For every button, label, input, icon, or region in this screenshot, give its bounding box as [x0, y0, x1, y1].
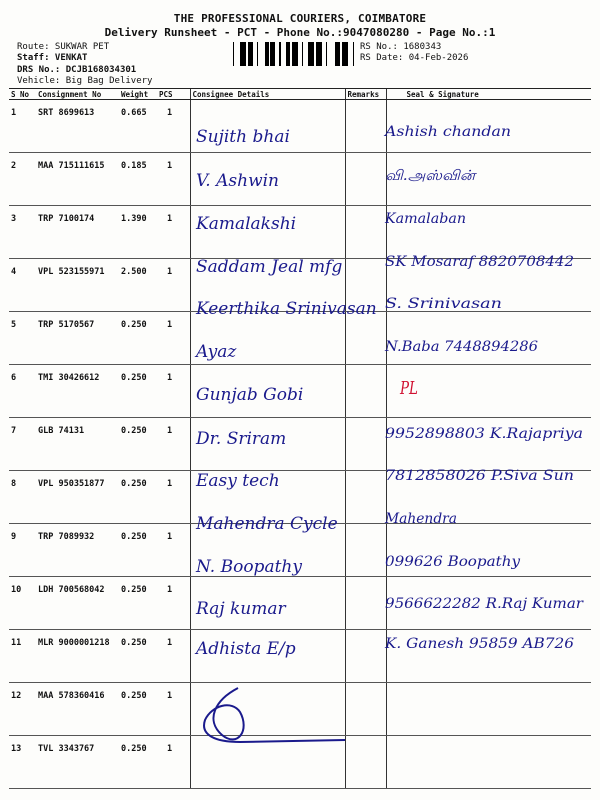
cell-seal-signature — [386, 736, 591, 789]
cell-consignee-details — [190, 259, 345, 312]
table-row — [9, 683, 591, 736]
cell-sno: 10 — [9, 577, 36, 630]
handwritten-consignee: V. Ashwin — [196, 171, 279, 191]
cell-remarks — [345, 524, 386, 577]
handwritten-consignee: Dr. Sriram — [196, 429, 287, 449]
cell-sno: 5 — [9, 312, 36, 365]
cell-consignee-details — [190, 365, 345, 418]
cell-seal-signature — [386, 259, 591, 312]
cell-consignment-no: MAA 578360416 — [36, 683, 119, 736]
cell-sno: 8 — [9, 471, 36, 524]
cell-pcs: 1 — [157, 418, 190, 471]
cell-remarks — [345, 206, 386, 259]
table-row — [9, 153, 591, 206]
cell-consignee-details — [190, 630, 345, 683]
handwritten-consignee: Gunjab Gobi — [196, 385, 304, 405]
cell-sno: 12 — [9, 683, 36, 736]
cell-weight: 0.250 — [119, 630, 157, 683]
cell-seal-signature — [383, 630, 591, 683]
cell-consignee-details — [190, 471, 345, 524]
table-row — [9, 736, 591, 789]
cell-seal-signature — [383, 206, 591, 259]
cell-pcs: 1 — [157, 206, 190, 259]
cell-sno: 1 — [9, 100, 36, 153]
cell-seal-signature — [386, 100, 591, 153]
cell-seal-signature — [383, 312, 591, 365]
cell-sno: 9 — [9, 524, 36, 577]
runsheet-table — [9, 88, 591, 789]
handwritten-seal-signature: SK Mosaraf 8820708442 — [385, 254, 575, 270]
cell-consignee-details — [190, 100, 345, 153]
cell-consignment-no: LDH 700568042 — [36, 577, 119, 630]
handwritten-consignee: N. Boopathy — [196, 557, 302, 577]
handwritten-consignee: Mahendra Cycle — [196, 514, 338, 534]
cell-weight: 0.250 — [119, 736, 157, 789]
staff-label: Staff: VENKAT — [17, 53, 88, 63]
cell-pcs: 1 — [157, 683, 190, 736]
cell-weight: 0.185 — [119, 153, 157, 206]
handwritten-seal-signature: 9952898803 K.Rajapriya — [385, 426, 583, 442]
cell-pcs: 1 — [157, 524, 190, 577]
cell-sno: 2 — [9, 153, 36, 206]
cell-remarks — [345, 471, 386, 524]
cell-seal-signature — [386, 471, 591, 524]
handwritten-consignee: Sujith bhai — [196, 127, 290, 147]
drs-label: DRS No.: DCJB168034301 — [17, 65, 137, 75]
cell-weight: 1.390 — [119, 206, 157, 259]
cell-pcs: 1 — [157, 577, 190, 630]
table-row — [9, 418, 591, 471]
route-label: Route: SUKWAR PET — [17, 42, 110, 52]
cell-weight: 0.665 — [119, 100, 157, 153]
cell-consignment-no: SRT 8699613 — [36, 100, 119, 153]
cell-remarks — [345, 683, 386, 736]
cell-remarks — [345, 100, 386, 153]
handwritten-seal-signature: 9566622282 R.Raj Kumar — [385, 596, 585, 612]
cell-weight: 2.500 — [119, 259, 157, 312]
col-pcs: PCS — [157, 89, 190, 100]
cell-remarks — [345, 153, 386, 206]
cell-weight: 0.250 — [119, 524, 157, 577]
cell-consignment-no: TVL 3343767 — [36, 736, 119, 789]
cell-consignee-details — [190, 683, 345, 736]
handwritten-consignee: Saddam Jeal mfg — [196, 257, 343, 277]
cell-consignee-details — [190, 206, 345, 259]
cell-remarks — [345, 312, 386, 365]
handwritten-seal-signature: N.Baba 7448894286 — [383, 339, 539, 355]
cell-seal-signature — [386, 577, 591, 630]
cell-remarks — [345, 365, 386, 418]
cell-sno: 4 — [9, 259, 36, 312]
cell-seal-signature — [386, 418, 591, 471]
rs-number: RS No.: 1680343 — [360, 42, 442, 52]
cell-pcs: 1 — [157, 259, 190, 312]
cell-remarks — [345, 577, 386, 630]
cell-consignee-details — [190, 577, 345, 630]
col-sno: S No — [9, 89, 36, 100]
cell-pcs: 1 — [157, 630, 190, 683]
table-row — [9, 100, 591, 153]
handwritten-seal-signature: Mahendra — [384, 511, 457, 527]
handwritten-seal-signature: 7812858026 P.Siva Sun — [385, 468, 574, 484]
col-weight: Weight — [119, 89, 157, 100]
cell-pcs: 1 — [157, 471, 190, 524]
cell-remarks — [345, 630, 386, 683]
table-row — [9, 577, 591, 630]
cell-seal-signature — [386, 683, 591, 736]
table-row — [9, 312, 591, 365]
handwritten-seal-signature: வி.அஸ்வின் — [385, 168, 478, 184]
cell-consignee-details — [190, 418, 345, 471]
cell-consignment-no: TRP 7089932 — [36, 524, 119, 577]
cell-sno: 7 — [9, 418, 36, 471]
cell-consignment-no: TRP 7100174 — [36, 206, 119, 259]
cell-seal-signature — [386, 365, 591, 418]
handwritten-consignee: Raj kumar — [196, 599, 286, 619]
col-seal-signature: Seal & Signature — [386, 89, 591, 100]
handwritten-consignee: Easy tech — [196, 471, 280, 491]
cell-consignee-details — [190, 312, 345, 365]
cell-consignment-no: GLB 74131 — [36, 418, 119, 471]
cell-remarks — [345, 736, 386, 789]
runsheet-title: THE PROFESSIONAL COURIERS, COIMBATORE — [173, 12, 427, 25]
table-row — [9, 206, 591, 259]
cell-pcs: 1 — [157, 100, 190, 153]
cell-remarks — [345, 259, 386, 312]
cell-consignee-details — [190, 736, 345, 789]
cell-seal-signature — [386, 524, 591, 577]
cell-weight: 0.250 — [119, 418, 157, 471]
handwritten-seal-signature: Kamalaban — [383, 211, 466, 227]
table-row — [9, 259, 591, 312]
rs-date: RS Date: 04-Feb-2026 — [360, 53, 469, 63]
cell-sno: 11 — [9, 630, 36, 683]
col-consignee-details: Consignee Details — [190, 89, 345, 100]
table-header-row — [9, 89, 591, 100]
cell-weight: 0.250 — [119, 683, 157, 736]
cell-pcs: 1 — [157, 153, 190, 206]
cell-consignment-no: TRP 5170567 — [36, 312, 119, 365]
cell-pcs: 1 — [157, 736, 190, 789]
handwritten-seal-signature: K. Ganesh 95859 AB726 — [383, 636, 575, 652]
runsheet-subtitle: Delivery Runsheet - PCT - Phone No.:9047080280 - Page No.:1 — [104, 26, 496, 39]
cell-sno: 3 — [9, 206, 36, 259]
cell-consignee-details — [190, 153, 345, 206]
cell-consignment-no: MAA 715111615 — [36, 153, 119, 206]
col-remarks: Remarks — [345, 89, 386, 100]
cell-pcs: 1 — [157, 312, 190, 365]
handwritten-consignee: Ayaz — [196, 342, 237, 362]
cell-consignment-no: MLR 9000001218 — [36, 630, 119, 683]
cell-weight: 0.250 — [119, 577, 157, 630]
cell-sno: 6 — [9, 365, 36, 418]
barcode-image — [230, 42, 354, 66]
table-row — [9, 630, 591, 683]
cell-weight: 0.250 — [119, 312, 157, 365]
cell-weight: 0.250 — [119, 365, 157, 418]
handwritten-seal-signature: S. Srinivasan — [385, 296, 502, 312]
cell-pcs: 1 — [157, 365, 190, 418]
cell-consignment-no: TMI 30426612 — [36, 365, 119, 418]
table-row — [9, 365, 591, 418]
cell-consignee-details — [190, 524, 345, 577]
cell-seal-signature — [386, 153, 591, 206]
handwritten-seal-signature: Ashish chandan — [382, 124, 511, 140]
handwritten-consignee: Adhista E/p — [196, 639, 296, 659]
cell-consignment-no: VPL 950351877 — [36, 471, 119, 524]
handwritten-seal-signature: 099626 Boopathy — [385, 554, 522, 570]
col-consignment: Consignment No — [36, 89, 119, 100]
cell-sno: 13 — [9, 736, 36, 789]
handwritten-seal-signature: PL — [399, 378, 418, 399]
cell-remarks — [345, 418, 386, 471]
cell-consignment-no: VPL 523155971 — [36, 259, 119, 312]
handwritten-consignee: Kamalakshi — [196, 214, 297, 234]
cell-weight: 0.250 — [119, 471, 157, 524]
vehicle-label: Vehicle: Big Bag Delivery — [17, 76, 153, 86]
table-row — [9, 524, 591, 577]
handwritten-consignee: Keerthika Srinivasan — [196, 299, 377, 319]
table-row — [9, 471, 591, 524]
